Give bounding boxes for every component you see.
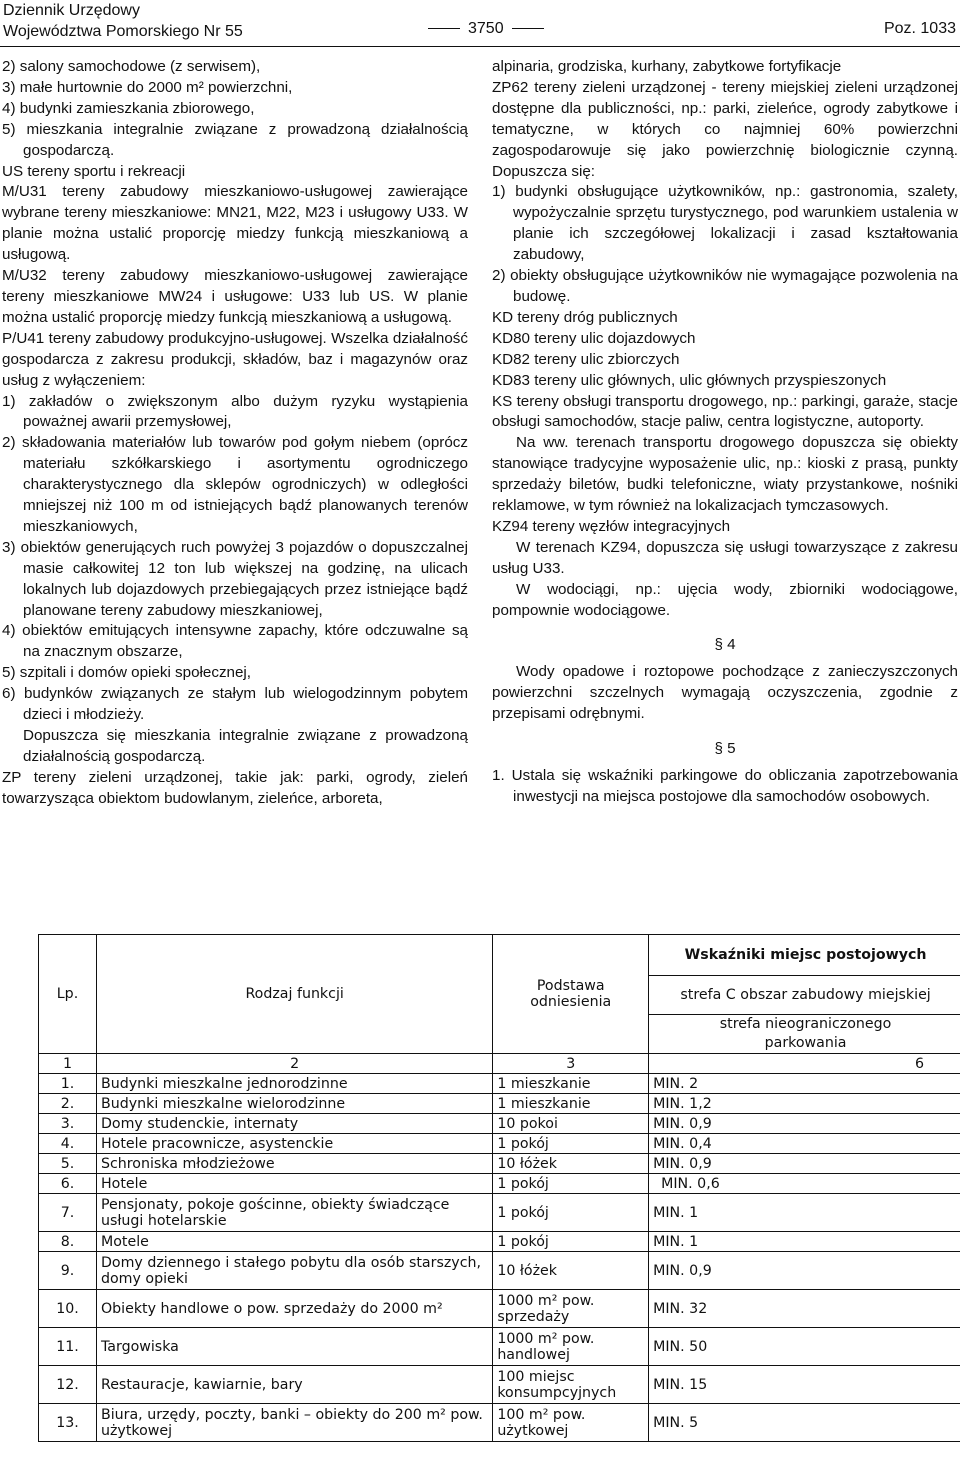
table-row bbox=[39, 1290, 960, 1328]
cell-min: MIN. 15 bbox=[649, 1366, 960, 1404]
paragraph: 1) budynki obsługujące użytkowników, np.: gastronomia, szalety, wypożyczalnie sprzętu turystycznego, pod warunkiem ustalenia w planie ich szczegółowej lokalizacji i zasad kształtowania zabudowy, bbox=[492, 183, 958, 264]
cell-podstawa: 1 pokój bbox=[493, 1134, 649, 1154]
cell-lp: 3. bbox=[39, 1114, 97, 1134]
paragraph: P/U41 tereny zabudowy produkcyjno-usługowej. Wszelka działalność gospodarcza z zakresu produkcji, składów, baz i magazynów oraz usług z wyłączeniem: bbox=[2, 329, 468, 389]
cell-lp: 10. bbox=[39, 1290, 97, 1328]
cell-lp: 11. bbox=[39, 1328, 97, 1366]
cell-lp: 1. bbox=[39, 1074, 97, 1094]
cell-rodzaj: Restauracje, kawiarnie, bary bbox=[96, 1366, 492, 1404]
cell-rodzaj: Obiekty handlowe o pow. sprzedaży do 2000 m² bbox=[96, 1290, 492, 1328]
cell-podstawa: 10 łóżek bbox=[493, 1252, 649, 1290]
table-row bbox=[39, 1194, 960, 1232]
page-number-text: 3750 bbox=[468, 20, 504, 37]
paragraph: KD tereny dróg publicznych bbox=[492, 308, 678, 326]
paragraph: Wody opadowe i roztopowe pochodzące z zanieczyszczonych powierzchni szczelnych wymagają oczyszczenia, zgodnie z przepisami odrębnymi. bbox=[492, 663, 958, 723]
position-number: Poz. 1033 bbox=[883, 20, 956, 37]
section-heading: § 5 bbox=[714, 740, 736, 758]
table-row bbox=[39, 1094, 960, 1114]
cell-min: MIN. 50 bbox=[649, 1328, 960, 1366]
table-row bbox=[39, 1366, 960, 1404]
paragraph: 6) budynków związanych ze stałym lub wielogodzinnym pobytem dzieci i młodzieży. bbox=[2, 685, 468, 724]
paragraph: KD80 tereny ulic dojazdowych bbox=[492, 329, 696, 347]
header-rodzaj: Rodzaj funkcji bbox=[96, 935, 492, 1054]
cell-rodzaj: Domy dziennego i stałego pobytu dla osób starszych, domy opieki bbox=[96, 1252, 492, 1290]
paragraph: M/U32 tereny zabudowy mieszkaniowo-usługowej zawierające tereny mieszkaniowe MW24 i usługowe: U33 lub US. W planie można ustalić proporcję miedzy funkcją mieszkaniową a usługową. bbox=[2, 267, 468, 326]
right-column bbox=[492, 57, 958, 808]
paragraph: ZP tereny zieleni urządzonej, takie jak: parki, ogrody, zieleń towarzysząca obiektom budowlanym, zieleńce, arboreta, bbox=[2, 768, 468, 807]
cell-lp: 13. bbox=[39, 1404, 97, 1442]
cell-podstawa: 1 pokój bbox=[493, 1174, 649, 1194]
cell-lp: 2. bbox=[39, 1094, 97, 1114]
cell-podstawa: 1 pokój bbox=[493, 1232, 649, 1252]
table-row bbox=[39, 1074, 960, 1094]
column-number: 1 bbox=[39, 1054, 97, 1074]
cell-min: MIN. 1,2 bbox=[649, 1094, 960, 1114]
paragraph: 1. Ustala się wskaźniki parkingowe do obliczania zapotrzebowania inwestycji na miejsca postojowe dla samochodów osobowych. bbox=[492, 767, 958, 805]
cell-rodzaj: Budynki mieszkalne wielorodzinne bbox=[96, 1094, 492, 1114]
paragraph: ZP62 tereny zieleni urządzonej - tereny miejskiej zieleni urządzonej dostępne dla publiczności, np.: parki, zieleńce, ogrody zabytkowe i tematyczne, w których co najmniej 60% powierzchni zagospodarowuje się jako powierzchnię biologicznie czynną. Dopuszcza się: bbox=[492, 78, 958, 180]
table-row bbox=[39, 1252, 960, 1290]
cell-min: MIN. 5 bbox=[649, 1404, 960, 1442]
table-row bbox=[39, 1404, 960, 1442]
journal-issue: Województwa Pomorskiego Nr 55 bbox=[3, 23, 243, 40]
table-row bbox=[39, 1232, 960, 1252]
header-strefa-c: strefa C obszar zabudowy miejskiej bbox=[649, 976, 960, 1015]
cell-lp: 7. bbox=[39, 1194, 97, 1232]
paragraph: 1) zakładów o zwiększonym albo dużym ryzyku wystąpienia poważnej awarii przemysłowej, bbox=[2, 392, 468, 431]
cell-podstawa: 1 mieszkanie bbox=[493, 1074, 649, 1094]
cell-min: MIN. 0,6 bbox=[649, 1174, 960, 1194]
column-number: 6 bbox=[649, 1054, 960, 1074]
paragraph: 3) obiektów generujących ruch powyżej 3 pojazdów o dopuszczalnej masie całkowitej 12 ton lub większej na godzinę, na ulicach lokalnych lub dojazdowych przebiegających przez istniejące bądź planowane tereny zabudowy mieszkaniowej, bbox=[2, 538, 468, 619]
cell-min: MIN. 1 bbox=[649, 1232, 960, 1252]
cell-rodzaj: Pensjonaty, pokoje gościnne, obiekty świadczące usługi hotelarskie bbox=[96, 1194, 492, 1232]
paragraph: KS tereny obsługi transportu drogowego, np.: parkingi, garaże, stacje obsługi samochodów, stacje paliw, centra logistyczne, autoporty. bbox=[492, 392, 958, 431]
paragraph: 3) małe hurtownie do 2000 m² powierzchni, bbox=[2, 78, 293, 96]
header-lp: Lp. bbox=[39, 935, 97, 1054]
cell-rodzaj: Motele bbox=[96, 1232, 492, 1252]
paragraph: 5) szpitali i domów opieki społecznej, bbox=[2, 664, 252, 682]
paragraph: US tereny sportu i rekreacji bbox=[2, 162, 186, 180]
cell-rodzaj: Schroniska młodzieżowe bbox=[96, 1154, 492, 1174]
paragraph: alpinaria, grodziska, kurhany, zabytkowe fortyfikacje bbox=[492, 58, 842, 75]
cell-min: MIN. 32 bbox=[649, 1290, 960, 1328]
paragraph: 4) budynki zamieszkania zbiorowego, bbox=[2, 99, 255, 117]
cell-lp: 6. bbox=[39, 1174, 97, 1194]
cell-lp: 9. bbox=[39, 1252, 97, 1290]
header-rule bbox=[0, 46, 960, 47]
page-header bbox=[0, 0, 960, 46]
parking-table bbox=[38, 934, 960, 1442]
table-number-row bbox=[39, 1054, 960, 1074]
cell-podstawa: 1000 m² pow. sprzedaży bbox=[493, 1290, 649, 1328]
cell-min: MIN. 2 bbox=[649, 1074, 960, 1094]
page-number bbox=[420, 20, 552, 38]
cell-podstawa: 100 miejsc konsumpcyjnych bbox=[493, 1366, 649, 1404]
paragraph: 5) mieszkania integralnie związane z prowadzoną działalnością gospodarczą. bbox=[2, 120, 468, 159]
column-number: 2 bbox=[96, 1054, 492, 1074]
cell-rodzaj: Domy studenckie, internaty bbox=[96, 1114, 492, 1134]
table-row bbox=[39, 1174, 960, 1194]
cell-podstawa: 100 m² pow. użytkowej bbox=[493, 1404, 649, 1442]
cell-podstawa: 1 pokój bbox=[493, 1194, 649, 1232]
paragraph: 2) salony samochodowe (z serwisem), bbox=[2, 58, 261, 75]
paragraph: W wodociągi, np.: ujęcia wody, zbiorniki wodociągowe, pompownie wodociągowe. bbox=[492, 580, 958, 619]
cell-lp: 4. bbox=[39, 1134, 97, 1154]
paragraph: KZ94 tereny węzłów integracyjnych bbox=[492, 517, 731, 535]
cell-lp: 12. bbox=[39, 1366, 97, 1404]
left-column bbox=[2, 57, 468, 810]
paragraph: 4) obiektów emitujących intensywne zapachy, które odczuwalne są na znacznym obszarze, bbox=[2, 622, 468, 661]
cell-lp: 8. bbox=[39, 1232, 97, 1252]
table-row bbox=[39, 1114, 960, 1134]
cell-min: MIN. 0,9 bbox=[649, 1114, 960, 1134]
paragraph: Na ww. terenach transportu drogowego dopuszcza się obiekty stanowiące tradycyjne wyposażenie ulic, np.: kioski z prasą, punkty sprzedaży biletów, budki telefoniczne, wiaty przystankowe, nośniki reklamowe, w tym również na lokalizacjach tymczasowych. bbox=[492, 434, 958, 515]
table-header-row bbox=[39, 935, 960, 976]
table-row bbox=[39, 1134, 960, 1154]
cell-podstawa: 10 pokoi bbox=[493, 1114, 649, 1134]
paragraph: KD83 tereny ulic głównych, ulic głównych przyspieszonych bbox=[492, 371, 887, 389]
cell-min: MIN. 0,9 bbox=[649, 1252, 960, 1290]
cell-podstawa: 1000 m² pow. handlowej bbox=[493, 1328, 649, 1366]
cell-min: MIN. 1 bbox=[649, 1194, 960, 1232]
paragraph: Dopuszcza się mieszkania integralnie związane z prowadzoną działalnością gospodarczą. bbox=[23, 727, 468, 765]
cell-rodzaj: Budynki mieszkalne jednorodzinne bbox=[96, 1074, 492, 1094]
journal-title bbox=[3, 0, 243, 42]
paragraph: KD82 tereny ulic zbiorczych bbox=[492, 350, 680, 368]
cell-min: MIN. 0,4 bbox=[649, 1134, 960, 1154]
paragraph: 2) składowania materiałów lub towarów pod gołym niebem (oprócz materiału szkółkarskiego i asortymentu ogrodniczego charakterystycznego dla sklepów ogrodniczych) w odległości mniejszej niż 100 m od istniejących bądź planowanych terenów mieszkaniowych, bbox=[2, 434, 468, 535]
paragraph: W terenach KZ94, dopuszcza się usługi towarzyszące z zakresu usług U33. bbox=[492, 538, 958, 577]
column-number: 3 bbox=[493, 1054, 649, 1074]
header-strefa-n: strefa nieograniczonego parkowania bbox=[649, 1015, 960, 1054]
cell-min: MIN. 0,9 bbox=[649, 1154, 960, 1174]
cell-rodzaj: Biura, urzędy, poczty, banki – obiekty do 200 m² pow. użytkowej bbox=[96, 1404, 492, 1442]
cell-rodzaj: Targowiska bbox=[96, 1328, 492, 1366]
paragraph: 2) obiekty obsługujące użytkowników nie wymagające pozwolenia na budowę. bbox=[492, 267, 958, 305]
paragraph: M/U31 tereny zabudowy mieszkaniowo-usługowej zawierające wybrane tereny mieszkaniowe: MN21, M22, M23 i usługowy U33. W planie można ustalić proporcję miedzy funkcją mieszkaniową a usługową. bbox=[2, 183, 468, 264]
cell-podstawa: 1 mieszkanie bbox=[493, 1094, 649, 1114]
cell-podstawa: 10 łóżek bbox=[493, 1154, 649, 1174]
table-row bbox=[39, 1154, 960, 1174]
cell-rodzaj: Hotele bbox=[96, 1174, 492, 1194]
table-row bbox=[39, 1328, 960, 1366]
header-podstawa: Podstawa odniesienia bbox=[493, 935, 649, 1054]
cell-rodzaj: Hotele pracownicze, asystenckie bbox=[96, 1134, 492, 1154]
header-wskazniki: Wskaźniki miejsc postojowych bbox=[649, 935, 960, 976]
section-heading: § 4 bbox=[714, 636, 736, 654]
cell-lp: 5. bbox=[39, 1154, 97, 1174]
journal-name: Dziennik Urzędowy bbox=[3, 2, 140, 19]
